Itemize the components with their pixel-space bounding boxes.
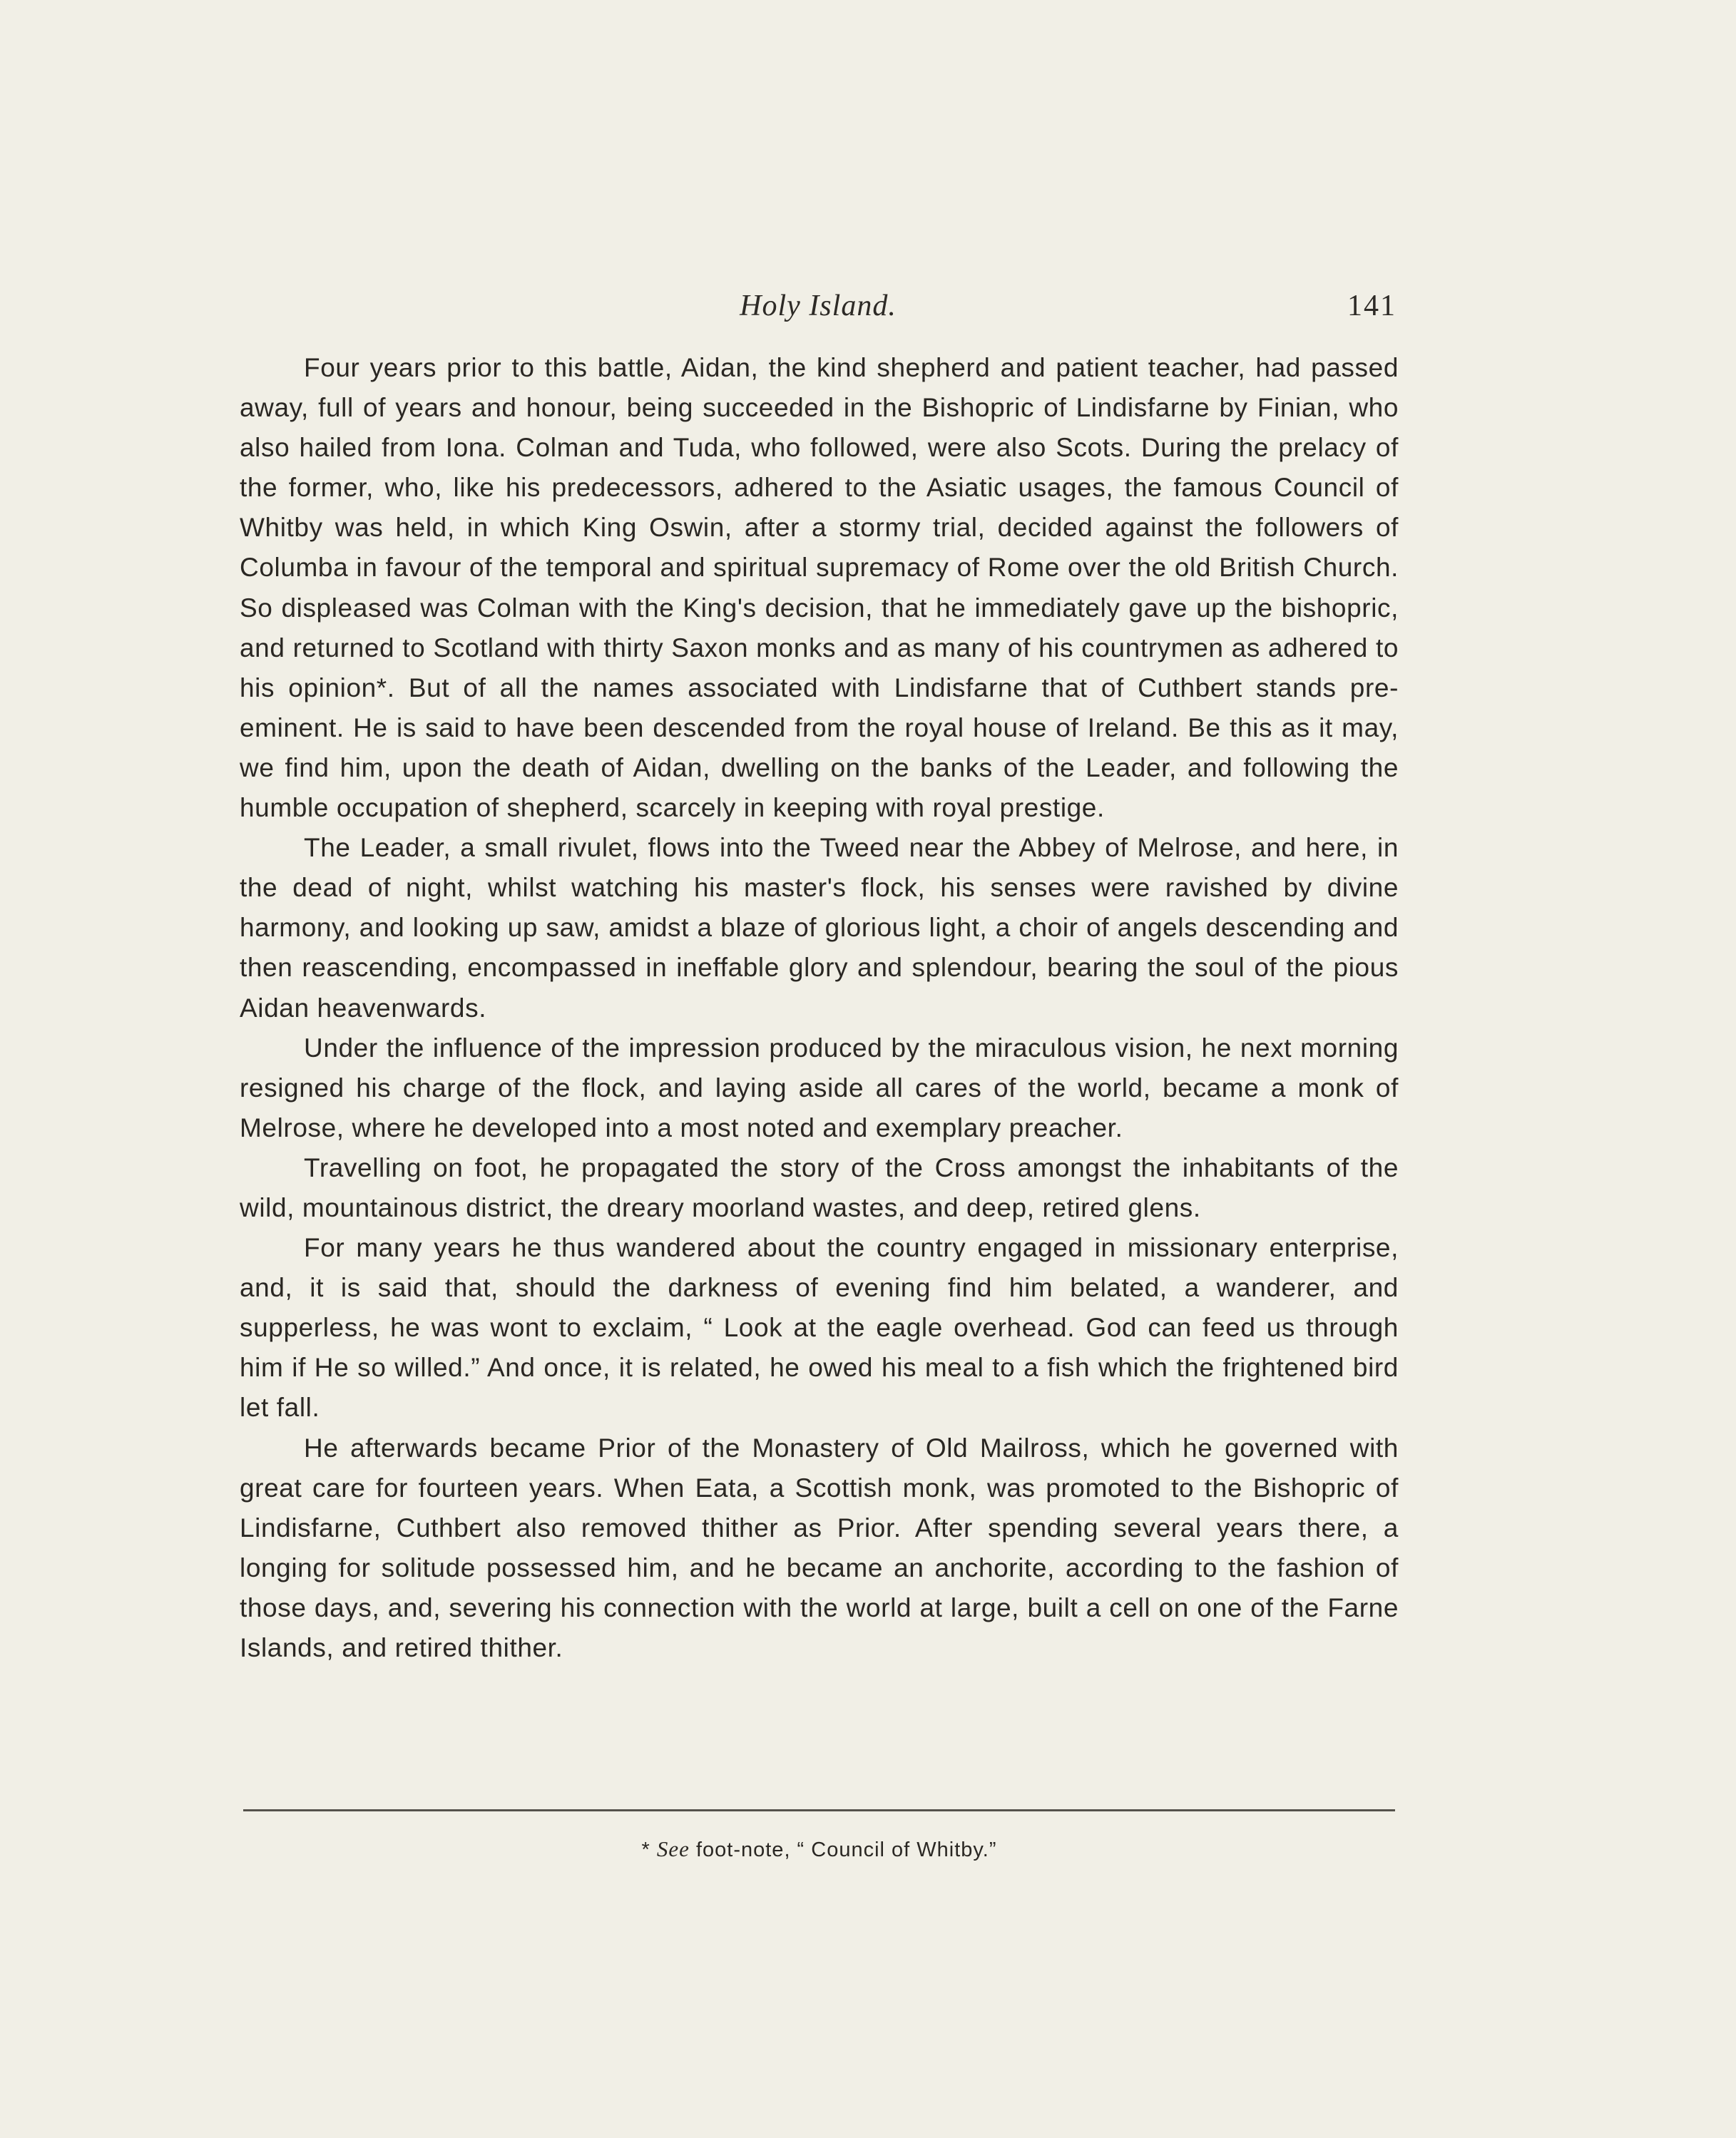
footnote xyxy=(240,1836,1399,1862)
paragraph-3: Under the influence of the impression produced by the miraculous vision, he next morning resigned his charge of the flock, and laying aside all cares of the world, became a monk of Melrose, where he developed into a most noted and exemplary preacher. xyxy=(240,1033,1399,1142)
paragraph-4: Travelling on foot, he propagated the story of the Cross amongst the inhabitants of the wild, mountainous district, the dreary moorland wastes, and deep, retired glens. xyxy=(240,1152,1399,1222)
footnote-text: foot-note, “ Council of Whitby.” xyxy=(695,1838,997,1861)
paragraph-5: For many years he thus wandered about the country engaged in missionary enterprise, and, it is said that, should the darkness of evening find him belated, a wanderer, and supperless, he was wont to exclaim, “ Look at the eagle overhead. God can feed us through him if He so willed.” And once, it is related, he owed his meal to a fish which the frightened bird let fall. xyxy=(240,1233,1399,1423)
footnote-rule xyxy=(243,1809,1395,1811)
paragraph-1: Four years prior to this battle, Aidan, the kind shepherd and patient teacher, had passed away, full of years and honour, being succeeded in the Bishopric of Lindisfarne by Finian, who also hailed from Iona. Colman and Tuda, who followed, were also Scots. During the prelacy of the former, who, like his predecessors, adhered to the Asiatic usages, the famous Council of Whitby was held, in which King Oswin, after a stormy trial, decided against the followers of Columba in favour of the temporal and spiritual supremacy of Rome over the old British Church. So displeased was Colman with the King's decision, that he immediately gave up the bishopric, and returned to Scotland with thirty Saxon monks and as many of his countrymen as adhered to his opinion*. But of all the names associated with Lindisfarne that of Cuthbert stands pre-eminent. He is said to have been descended from the royal house of Ireland. Be this as it may, we find him, upon the death of Aidan, dwelling on the banks of the Leader, and following the humble occupation of shepherd, scarcely in keeping with royal prestige. xyxy=(240,353,1399,823)
running-head xyxy=(240,289,1397,332)
footnote-see: See xyxy=(656,1836,690,1861)
page-number: 141 xyxy=(1347,290,1397,322)
running-title: Holy Island. xyxy=(740,290,897,322)
footnote-marker: * xyxy=(641,1838,650,1861)
body-text xyxy=(240,348,1399,1668)
paragraph-6: He afterwards became Prior of the Monastery of Old Mailross, which he governed with great care for fourteen years. When Eata, a Scottish monk, was promoted to the Bishopric of Lindisfarne, Cuthbert also removed thither as Prior. After spending several years there, a longing for solitude possessed him, and he became an anchorite, according to the fashion of those days, and, severing his connection with the world at large, built a cell on one of the Farne Islands, and retired thither. xyxy=(240,1433,1399,1662)
paragraph-2: The Leader, a small rivulet, flows into the Tweed near the Abbey of Melrose, and here, in the dead of night, whilst watching his master's flock, his senses were ravished by divine harmony, and looking up saw, amidst a blaze of glorious light, a choir of angels descending and then reascending, encompassed in ineffable glory and splendour, bearing the soul of the pious Aidan heavenwards. xyxy=(240,833,1399,1023)
